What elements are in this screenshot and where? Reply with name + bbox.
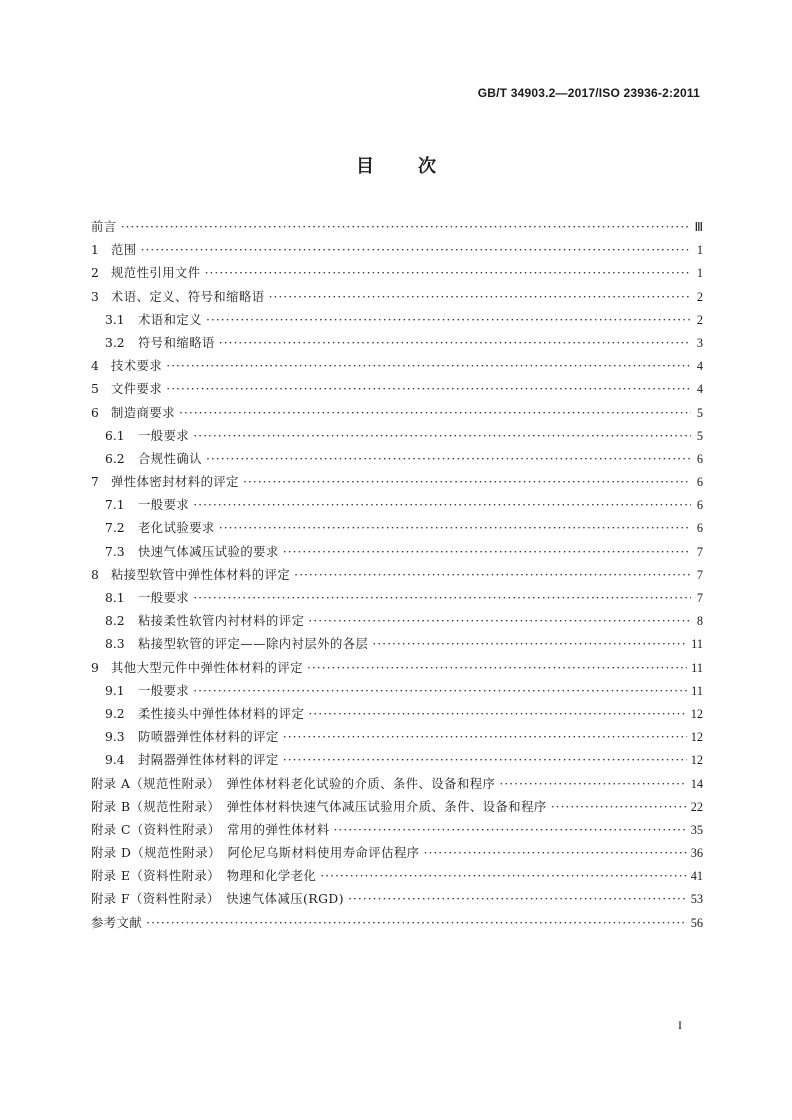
toc-leader-dots (146, 912, 687, 935)
toc-entry-number: 7.3 (105, 544, 125, 559)
toc-entry-title: 参考文献 (91, 915, 143, 930)
toc-entry-page: 8 (696, 614, 703, 629)
toc-entry-page: 7 (696, 591, 703, 605)
toc-entry-page: 7 (696, 567, 703, 582)
toc-entry-title: 制造商要求 (111, 405, 175, 420)
toc-entry-page: 5 (696, 428, 703, 443)
toc-entry[interactable] (91, 819, 703, 842)
toc-entry-title: 粘接型软管中弹性体材料的评定 (111, 567, 291, 582)
toc-entry-number: 9.4 (105, 753, 125, 768)
toc-entry-number: 9.1 (105, 683, 125, 698)
toc-entry[interactable] (91, 309, 703, 332)
toc-entry-number: 8 (91, 567, 99, 582)
toc-leader-dots (283, 541, 691, 564)
toc-entry-number: 5 (91, 382, 99, 397)
toc-leader-dots (121, 216, 691, 239)
toc-entry[interactable] (91, 703, 703, 726)
toc-entry-page: 6 (696, 498, 703, 513)
toc-entry-number: 6 (91, 405, 99, 420)
toc-entry[interactable] (91, 216, 703, 239)
toc-leader-dots (179, 402, 691, 425)
toc-entry[interactable] (91, 726, 703, 749)
toc-entry-number: 6.1 (105, 428, 125, 443)
toc-entry-title: 一般要求 (138, 498, 190, 513)
toc-entry[interactable] (91, 564, 703, 587)
toc-entry-page: 2 (696, 289, 703, 304)
toc-entry-page: 7 (696, 544, 703, 559)
toc-entry[interactable] (91, 286, 703, 309)
toc-entry-title: 范围 (111, 243, 137, 258)
toc-entry-title: 附录 B（规范性附录） 弹性体材料快速气体减压试验用介质、条件、设备和程序 (91, 799, 547, 814)
toc-entry-title: 粘接型软管的评定——除内衬层外的各层 (138, 637, 369, 652)
toc-entry-page: 35 (690, 822, 703, 837)
toc-entry-page: 1 (696, 266, 703, 281)
toc-entry-page: 14 (690, 776, 703, 791)
toc-entry-title: 附录 E（资料性附录） 物理和化学老化 (91, 869, 317, 884)
toc-entry-page: 11 (691, 660, 703, 675)
toc-entry[interactable] (91, 773, 703, 796)
toc-leader-dots (243, 471, 691, 494)
toc-entry-title: 一般要求 (138, 428, 190, 443)
toc-entry[interactable] (91, 239, 703, 262)
toc-entry[interactable] (91, 796, 703, 819)
toc-entry-page: 56 (690, 915, 703, 930)
toc-leader-dots (219, 517, 691, 540)
standard-code: GB/T 34903.2—2017/ISO 23936-2:2011 (477, 86, 700, 100)
toc-leader-dots (283, 749, 687, 772)
toc-leader-dots (193, 680, 687, 703)
toc-entry[interactable] (91, 865, 703, 888)
toc-entry[interactable] (91, 912, 703, 935)
toc-entry-number: 7.2 (105, 521, 125, 536)
toc-entry-number: 7 (91, 475, 99, 490)
toc-leader-dots (141, 239, 691, 262)
toc-leader-dots (320, 865, 686, 888)
toc-entry-number: 3.2 (105, 335, 125, 350)
toc-entry[interactable] (91, 494, 703, 517)
toc-entry[interactable] (91, 425, 703, 448)
title-char-2: 次 (418, 156, 436, 177)
toc-entry[interactable] (91, 378, 703, 401)
toc-leader-dots (269, 286, 691, 309)
toc-entry[interactable] (91, 517, 703, 540)
toc-entry-page: 12 (690, 706, 703, 721)
toc-entry-page: 6 (696, 451, 703, 466)
toc-leader-dots (499, 773, 686, 796)
toc-entry-title: 粘接柔性软管内衬材料的评定 (138, 614, 305, 629)
toc-entry-number: 8.1 (105, 591, 125, 605)
toc-entry-page: 6 (696, 521, 703, 536)
toc-entry-number: 4 (91, 359, 99, 374)
toc-entry-title: 合规性确认 (138, 451, 202, 466)
toc-entry-title: 弹性体密封材料的评定 (111, 475, 239, 490)
toc-entry-page: 5 (696, 405, 703, 420)
toc-entry-title: 防喷器弹性体材料的评定 (138, 730, 279, 745)
toc-entry[interactable] (91, 471, 703, 494)
toc-entry-page: 4 (696, 359, 703, 374)
toc-entry-page: 36 (690, 846, 703, 861)
toc-entry-title: 规范性引用文件 (111, 266, 201, 281)
toc-entry-title: 技术要求 (111, 359, 163, 374)
toc-leader-dots (219, 332, 691, 355)
toc-entry-number: 2 (91, 266, 99, 281)
toc-entry[interactable] (91, 448, 703, 471)
toc-entry-page: 2 (696, 312, 703, 327)
toc-entry-number: 7.1 (105, 498, 125, 513)
toc-entry-page: 4 (696, 382, 703, 397)
toc-entry-page: 22 (690, 799, 703, 814)
toc-entry-title: 其他大型元件中弹性体材料的评定 (111, 660, 303, 675)
toc-entry-title: 前言 (91, 220, 117, 234)
toc-entry-page: 1 (696, 243, 703, 258)
toc-entry[interactable] (91, 587, 703, 610)
toc-leader-dots (193, 425, 691, 448)
toc-leader-dots (193, 587, 691, 610)
toc-entry[interactable] (91, 355, 703, 378)
toc-entry-number: 9.3 (105, 730, 125, 745)
toc-entry[interactable] (91, 842, 703, 865)
toc-entry-title: 附录 A（规范性附录） 弹性体材料老化试验的介质、条件、设备和程序 (91, 776, 496, 791)
toc-leader-dots (294, 564, 691, 587)
table-of-contents (91, 216, 703, 935)
toc-entry-number: 8.3 (105, 637, 125, 652)
toc-entry-title: 一般要求 (138, 683, 190, 698)
toc-entry[interactable] (91, 262, 703, 285)
toc-leader-dots (193, 494, 691, 517)
toc-entry-title: 封隔器弹性体材料的评定 (138, 753, 279, 768)
toc-entry-title: 术语、定义、符号和缩略语 (111, 289, 265, 304)
toc-entry[interactable] (91, 680, 703, 703)
toc-entry-title: 一般要求 (138, 591, 190, 605)
toc-entry-page: 12 (690, 753, 703, 768)
toc-leader-dots (205, 262, 691, 285)
toc-entry-page: 53 (690, 892, 703, 907)
toc-entry-number: 6.2 (105, 451, 125, 466)
toc-entry-number: 8.2 (105, 614, 125, 629)
toc-entry-number: 3.1 (105, 312, 125, 327)
toc-entry[interactable] (91, 332, 703, 355)
page-title (0, 152, 792, 178)
toc-entry-title: 术语和定义 (138, 312, 202, 327)
toc-leader-dots (551, 796, 687, 819)
toc-entry-page: 11 (691, 683, 703, 698)
page-number: I (678, 1018, 682, 1032)
toc-entry[interactable] (91, 633, 703, 656)
toc-leader-dots (206, 309, 691, 332)
toc-leader-dots (206, 448, 691, 471)
toc-leader-dots (424, 842, 687, 865)
toc-leader-dots (166, 355, 691, 378)
toc-entry-number: 3 (91, 289, 99, 304)
toc-entry-number: 9 (91, 660, 99, 675)
toc-leader-dots (308, 703, 686, 726)
toc-entry-title: 快速气体减压试验的要求 (138, 544, 279, 559)
title-char-1: 目 (356, 156, 374, 177)
toc-entry-title: 文件要求 (111, 382, 163, 397)
toc-entry-title: 附录 D（规范性附录） 阿伦尼乌斯材料使用寿命评估程序 (91, 846, 420, 861)
toc-entry[interactable] (91, 402, 703, 425)
toc-leader-dots (307, 657, 687, 680)
toc-leader-dots (348, 888, 687, 911)
toc-entry[interactable] (91, 657, 703, 680)
toc-leader-dots (308, 610, 691, 633)
toc-entry-title: 附录 F（资料性附录） 快速气体减压(RGD) (91, 892, 345, 907)
toc-entry-title: 老化试验要求 (138, 521, 215, 536)
toc-entry-page: 6 (696, 475, 703, 490)
toc-entry[interactable] (91, 541, 703, 564)
toc-entry[interactable] (91, 749, 703, 772)
toc-entry-title: 柔性接头中弹性体材料的评定 (138, 706, 305, 721)
toc-leader-dots (283, 726, 687, 749)
toc-entry-page: 12 (690, 730, 703, 745)
toc-entry-page: 41 (690, 869, 703, 884)
toc-entry-page: Ⅲ (694, 220, 703, 234)
toc-entry-title: 附录 C（资料性附录） 常用的弹性体材料 (91, 822, 330, 837)
toc-entry-title: 符号和缩略语 (138, 335, 215, 350)
toc-entry[interactable] (91, 888, 703, 911)
toc-entry-number: 1 (91, 243, 99, 258)
toc-leader-dots (372, 633, 687, 656)
toc-entry-page: 11 (691, 637, 703, 652)
toc-entry-number: 9.2 (105, 706, 125, 721)
toc-leader-dots (334, 819, 687, 842)
toc-leader-dots (166, 378, 691, 401)
toc-entry[interactable] (91, 610, 703, 633)
toc-entry-page: 3 (696, 335, 703, 350)
